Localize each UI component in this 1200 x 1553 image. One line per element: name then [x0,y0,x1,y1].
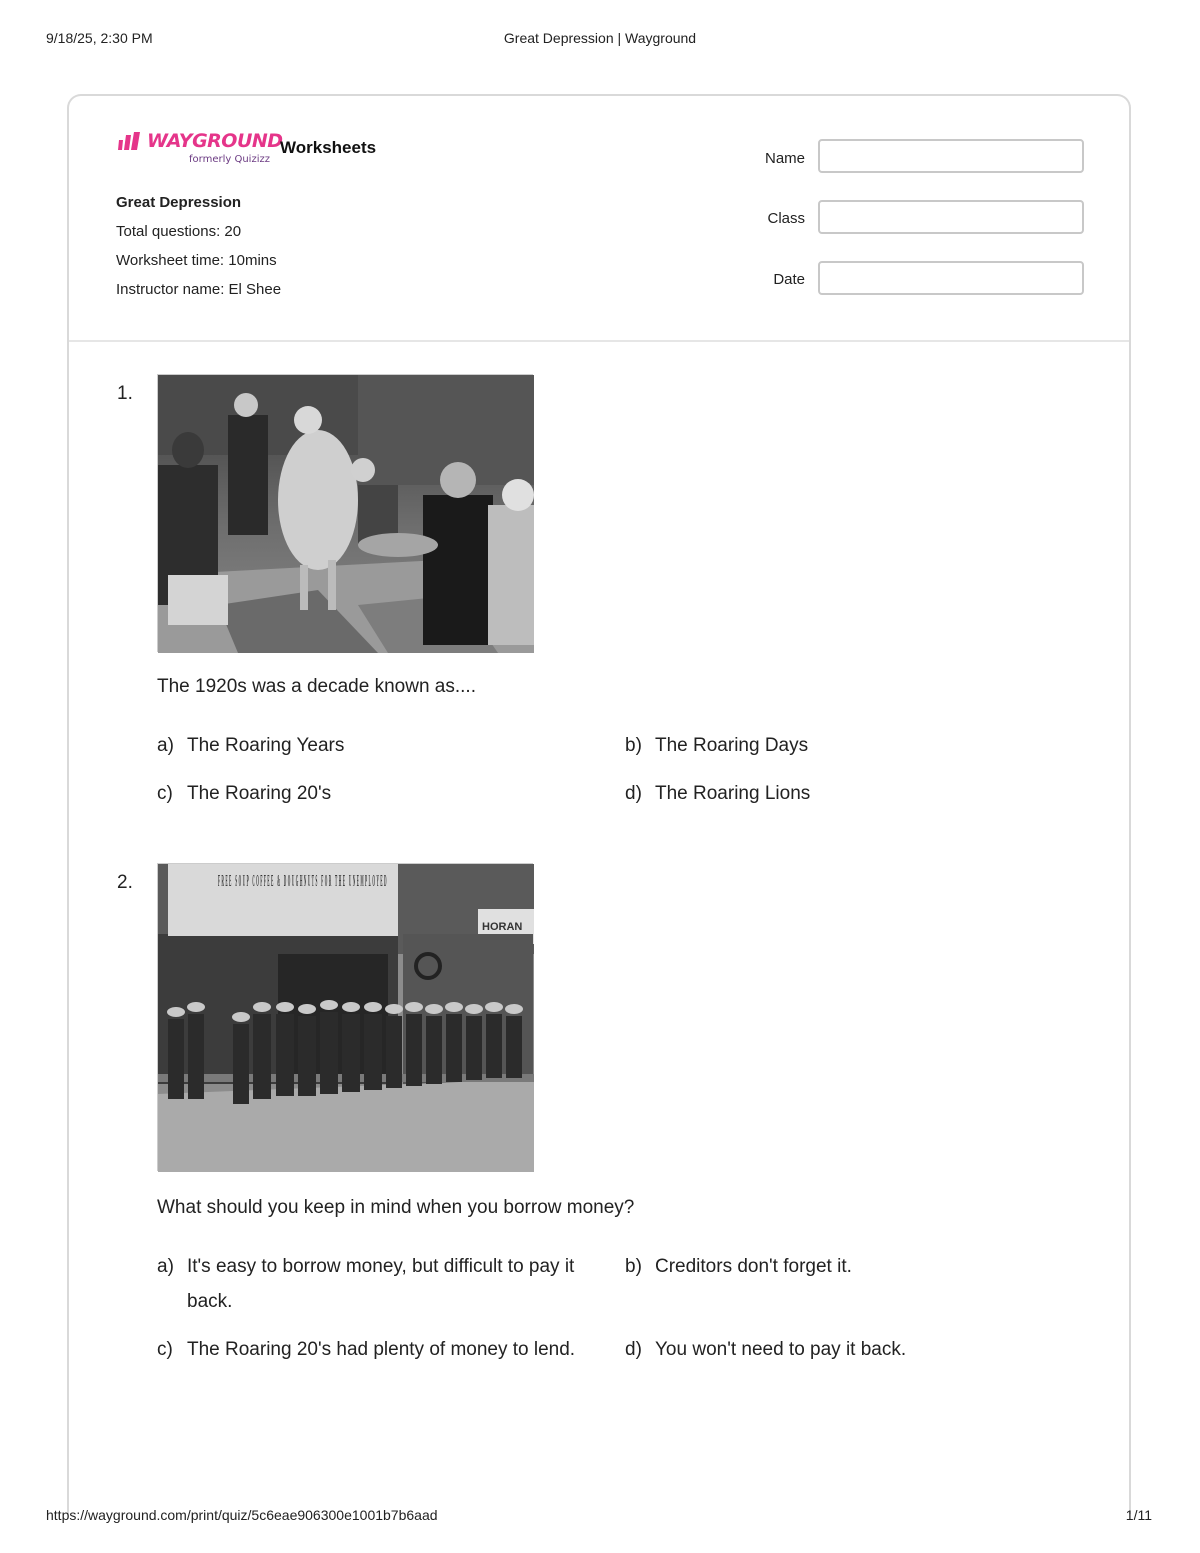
logo-wordmark: WAYGROUND [147,130,283,152]
sign-free-soup: FREE SOUP COFFEE & DOUGHNUTS FOR THE UNEMPLOYED [218,871,388,890]
class-field[interactable] [818,200,1084,234]
logo-subtext: formerly Quizizz [189,154,270,165]
option-d[interactable] [625,776,1065,811]
option-letter: b) [625,735,642,756]
question-1-image [157,374,533,652]
worksheet-title: Great Depression [116,194,242,211]
option-d[interactable] [625,1332,1065,1367]
option-letter: a) [157,735,174,756]
option-text: It's easy to borrow money, but difficult to pay it back. [187,1256,575,1312]
option-a[interactable] [157,1249,597,1319]
dancing-party-photo [158,375,534,653]
print-page-title: Great Depression | Wayground [503,30,697,46]
option-c[interactable] [157,1332,597,1367]
option-text: The Roaring Years [187,735,345,756]
worksheet-card [67,94,1131,1514]
wayground-logo-icon [117,132,145,152]
question-2-image [157,863,533,1171]
option-letter: d) [625,1339,642,1360]
date-label: Date [773,271,805,288]
question-number: 1. [117,383,133,404]
option-text: You won't need to pay it back. [655,1339,907,1360]
option-letter: a) [157,1256,174,1277]
option-text: The Roaring Lions [655,783,811,804]
worksheet-info [116,194,281,310]
name-field[interactable] [818,139,1084,173]
option-b[interactable] [625,728,1065,763]
print-url: https://wayground.com/print/quiz/5c6eae906300e1001b7b6aad [46,1507,438,1523]
class-label: Class [767,210,805,227]
option-text: The Roaring 20's had plenty of money to lend. [187,1339,576,1360]
print-datetime: 9/18/25, 2:30 PM [46,30,153,46]
option-letter: b) [625,1256,642,1277]
option-letter: c) [157,783,173,804]
question-text: What should you keep in mind when you borrow money? [157,1197,635,1218]
date-field[interactable] [818,261,1084,295]
breadline-photo [158,864,534,1172]
product-name: Worksheets [280,138,377,157]
sign-horan: HORAN [482,921,523,933]
wayground-logo [117,130,283,170]
option-c[interactable] [157,776,597,811]
option-text: Creditors don't forget it. [655,1256,852,1277]
option-b[interactable] [625,1249,1065,1284]
question-text: The 1920s was a decade known as.... [157,676,476,697]
question-number: 2. [117,872,133,893]
worksheet-header [69,96,1129,342]
option-letter: c) [157,1339,173,1360]
option-text: The Roaring Days [655,735,809,756]
name-label: Name [764,150,805,167]
option-letter: d) [625,783,642,804]
worksheet-time: Worksheet time: 10mins [116,252,277,269]
print-page-number: 1/11 [1125,1507,1152,1523]
total-questions: Total questions: 20 [116,223,242,240]
option-a[interactable] [157,728,597,763]
instructor-name: Instructor name: El Shee [116,281,282,298]
option-text: The Roaring 20's [187,783,332,804]
